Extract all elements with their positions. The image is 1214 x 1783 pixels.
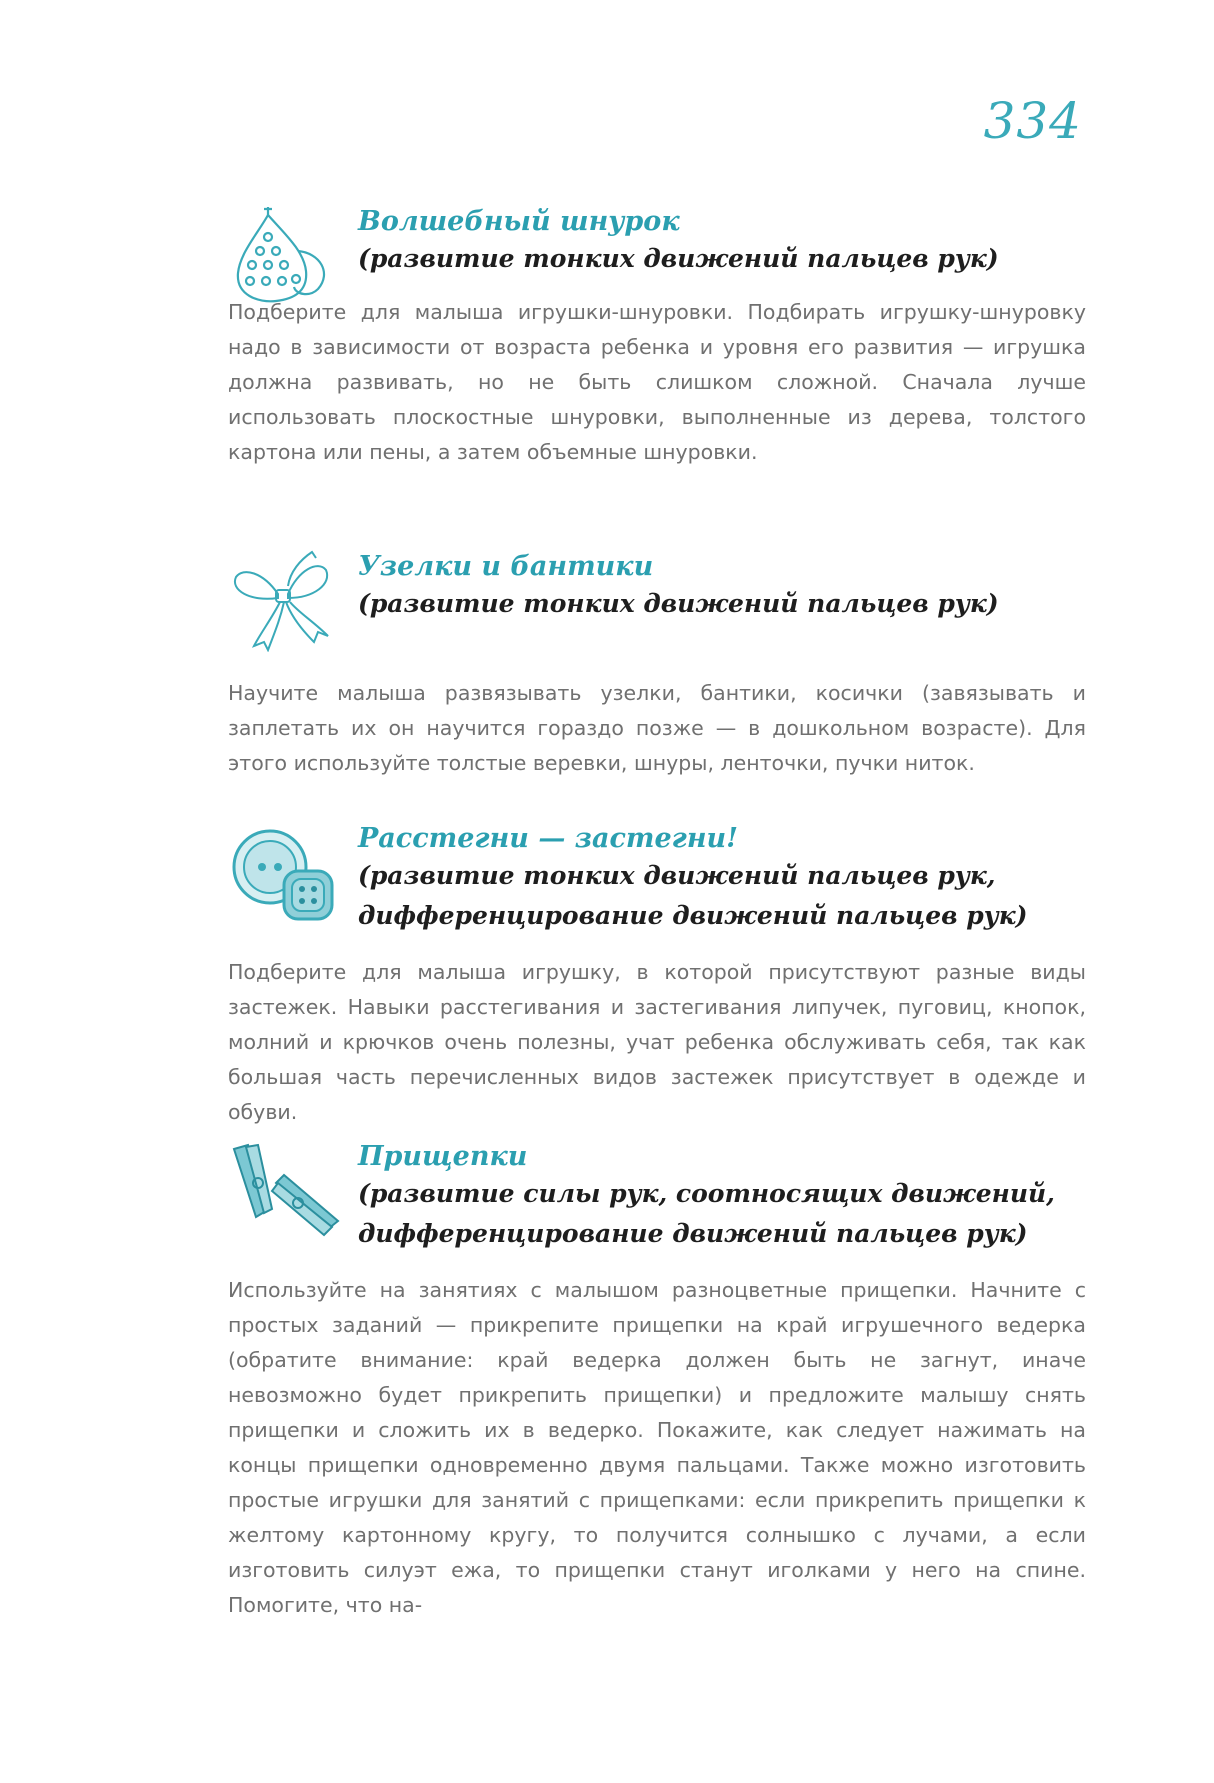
section-header (358, 822, 1027, 936)
ribbon-bow-icon (228, 542, 338, 652)
section-header (358, 205, 999, 279)
section-subtitle: (развитие тонких движений пальцев рук) (358, 244, 999, 273)
section-body: Используйте на занятиях с малышом разноцветные прищепки. Начните с простых заданий — прикрепите прищепки на край игрушечного ведерка (обратите внимание: край ведерка должен быть не загнут, иначе невозможно будет прикрепить прищепки) и предложите малышу снять прищепки и сложить их в ведерко. Покажите, как следует нажимать на концы прищепки одновременно двумя пальцами. Также можно изготовить простые игрушки для занятий с прищепками: если прикрепить прищепки к желтому картонному кругу, то получится солнышко с лучами, а если изготовить силуэт ежа, то прищепки станут иголками у него на спине. Помогите, что на- (228, 1278, 1086, 1617)
page-number: 334 (983, 92, 1082, 150)
clothespins-icon (228, 1143, 343, 1253)
section-header (358, 550, 999, 624)
section-subtitle: (развитие силы рук, соотносящих движений, (358, 1179, 1055, 1208)
section-title: Узелки и бантики (358, 551, 654, 582)
section-body: Подберите для малыша игрушки-шнуровки. Подбирать игрушку-шнуровку надо в зависимости от возраста ребенка и уровня его развития — игрушка должна развивать, но не быть слишком сложной. Сначала лучше использовать плоскостные шнуровки, выполненные из дерева, толстого картона или пены, а затем объемные шнуровки. (228, 300, 1086, 464)
buttons-icon (228, 825, 343, 935)
section-title: Расстегни — застегни! (358, 823, 738, 854)
section-subtitle: (развитие тонких движений пальцев рук, (358, 861, 996, 890)
section-title: Прищепки (358, 1141, 528, 1172)
section-body: Научите малыша развязывать узелки, бантики, косички (завязывать и заплетать их он научится гораздо позже — в дошкольном возрасте). Для этого используйте толстые веревки, шнуры, ленточки, пучки ниток. (228, 681, 1086, 775)
section-subtitle: дифференцирование движений пальцев рук) (358, 1219, 1028, 1248)
section-subtitle: дифференцирование движений пальцев рук) (358, 901, 1028, 930)
section-body: Подберите для малыша игрушку, в которой присутствуют разные виды застежек. Навыки расстегивания и застегивания липучек, пуговиц, кнопок, молний и крючков очень полезны, учат ребенка обслуживать себя, так как большая часть перечисленных видов застежек присутствует в одежде и обуви. (228, 960, 1086, 1124)
section-subtitle: (развитие тонких движений пальцев рук) (358, 589, 999, 618)
section-title: Волшебный шнурок (358, 206, 680, 237)
section-header (358, 1140, 1055, 1254)
